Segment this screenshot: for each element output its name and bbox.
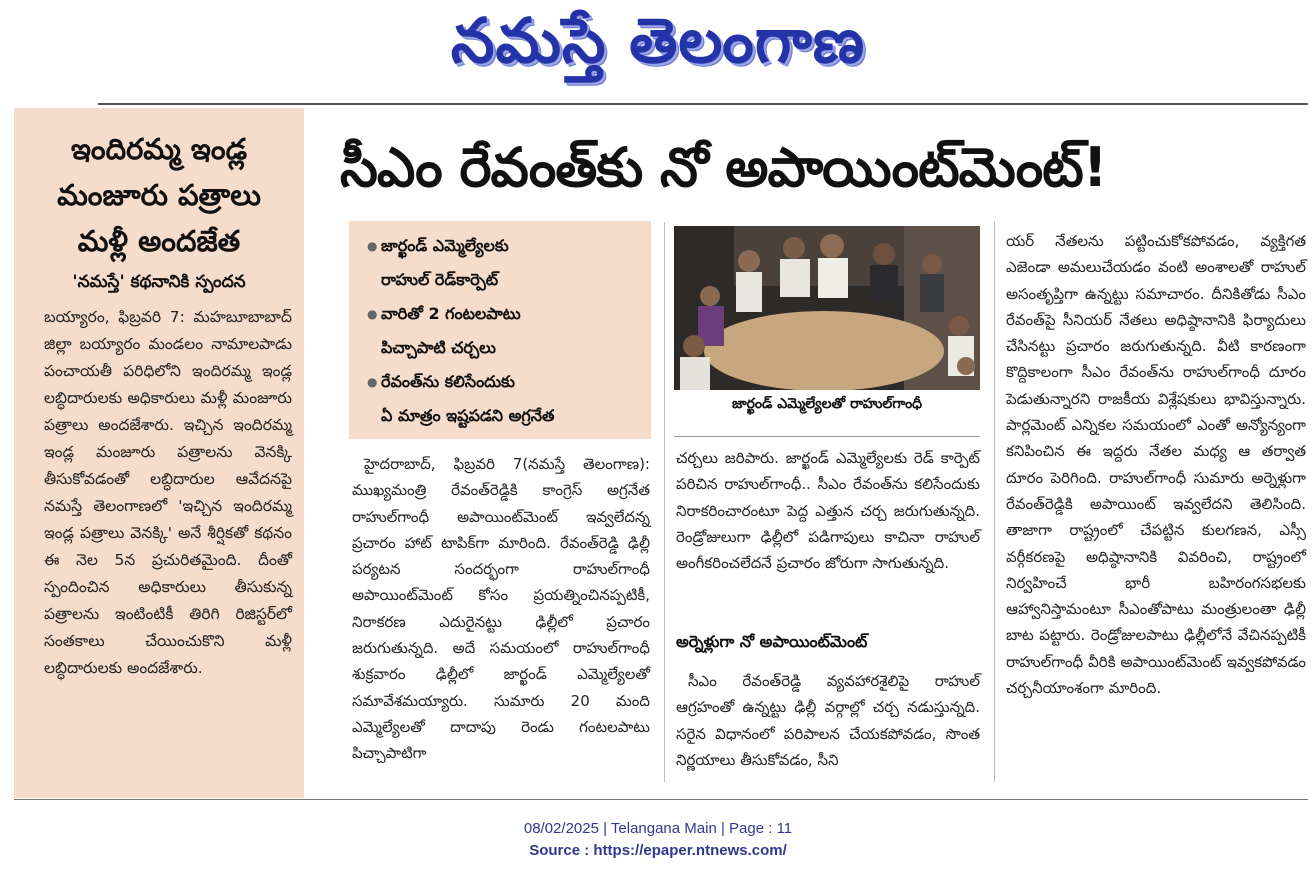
headline: సీఎం రేవంత్‌కు నో అపాయింట్‌మెంట్! bbox=[340, 136, 1107, 199]
article-column-3: యర్ నేతలను పట్టించుకోకపోవడం, వ్యక్తిగత ఎజెండా అమలుచేయడం వంటి అంశాలతో రాహుల్ అసంతృప్తిగా ఉన్నట్టు సమాచారం. దీనికితోడు సీఎం రేవంత్‌పై సీనియర్ నేతలు అధిష్ఠానానికి ఫిర్యాదులు చేసినట్టు ప్రచారం జరుగుతున్నది. వీటి కారణంగా కొద్దికాలంగా సీఎం రేవంత్‌ను రాహుల్‌గాంధీ దూరం పెడుతున్నారని రాజకీయ విశ్లేషకులు భావిస్తున్నారు. పార్లమెంట్ ఎన్నికల సమయంలో ఎంతో అన్యోన్యంగా కనిపించిన ఈ ఇద్దరు నేతల మధ్య ఆ తర్వాత దూరం పెరిగింది. రాహుల్‌గాంధీ సుమారు అర్నెళ్లుగా రేవంత్‌రెడ్డికి అపాయింట్ ఇవ్వలేదని తెలిసింది. తాజాగా రాష్ట్రంలో చేపట్టిన కులగణన, ఎస్సీ వర్గీకరణపై అధిష్ఠానానికి వివరించి, రాష్ట్రంలో నిర్వహించే భారీ బహిరంగసభలకు ఆహ్వానిస్తామంటూ సీఎంతోపాటు మంత్రులంతా ఢిల్లీ బాట పట్టారు. రెండ్రోజులపాటు ఢిల్లీలోనే వేచినప్పటికీ రాహుల్‌గాంధీ వీరికి అపాయింట్‌మెంట్ ఇవ్వకపోవడం చర్చనీయాంశంగా మారింది. bbox=[1006, 232, 1306, 698]
highlight-line: జార్ఖండ్ ఎమ్మెల్యేలకు bbox=[381, 236, 509, 255]
sidebar-title bbox=[14, 126, 304, 264]
column-divider bbox=[664, 222, 665, 782]
article-column-2-continued: సీఎం రేవంత్‌రెడ్డి వ్యవహారశైలిపై రాహుల్ ఆగ్రహంతో ఉన్నట్టు ఢిల్లీ వర్గాల్లో చర్చ నడుస్తున్నది. సరైన విధానంలో పరిపాలన చేయకపోవడం, సొంత నిర్ణయాలు తీసుకోవడం, సీని bbox=[676, 672, 980, 769]
article-column-2: చర్చలు జరిపారు. జార్ఖండ్ ఎమ్మెల్యేలకు రెడ్ కార్పెట్ పరిచిన రాహుల్‌గాంధీ.. సీఎం రేవంత్‌ను కలిసేందుకు నిరాకరించారంటూ పెద్ద ఎత్తున చర్చ జరుగుతున్నది. రెండ్రోజులుగా ఢిల్లీలో పడిగాపులు కాచినా రాహుల్ అంగీకరించలేదనే ప్రచారం జోరుగా సాగుతున్నది. bbox=[676, 449, 980, 573]
photo-caption: జార్ఖండ్ ఎమ్మెల్యేలతో రాహుల్‌గాంధీ bbox=[731, 396, 923, 412]
article-subheading: అర్నెళ్లుగా నో అపాయింట్‌మెంట్ bbox=[676, 632, 868, 651]
bullet-icon: ● bbox=[367, 307, 378, 321]
highlights-box bbox=[349, 221, 651, 439]
footer-source-line: Source : https://epaper.ntnews.com/ bbox=[529, 842, 787, 859]
sidebar-title-line: మంజూరు పత్రాలు bbox=[57, 178, 261, 212]
article-column-1: హైదరాబాద్, ఫిబ్రవరి 7(నమస్తే తెలంగాణ): ముఖ్యమంత్రి రేవంత్‌రెడ్డికి కాంగ్రెస్ అగ్రనేత రాహుల్‌గాంధీ అపాయింట్‌మెంట్ ఇవ్వలేదన్న ప్రచారం హాట్ టాపిక్‌గా మారింది. రేవంత్‌రెడ్డి ఢిల్లీ పర్యటన సందర్భంగా రాహుల్‌గాంధీ అపాయింట్‌మెంట్ కోసం ప్రయత్నించినప్పటికీ, నిరాకరణ ఎదురైనట్టు ఢిల్లీలో ప్రచారం జరుగుతున్నది. అదే సమయంలో రాహుల్‌గాంధీ శుక్రవారం ఢిల్లీలో జార్ఖండ్ ఎమ్మెల్యేలతో సమావేశమయ్యారు. సుమారు 20 మంది ఎమ్మెల్యేలతో దాదాపు రెండు గంటలపాటు పిచ్చాపాటిగా bbox=[352, 455, 650, 763]
sidebar-title-line: ఇందిరమ్మ ఇండ్ల bbox=[70, 132, 248, 166]
highlight-line: రాహుల్ రెడ్‌కార్పెట్ bbox=[381, 270, 499, 289]
sidebar-subtitle: 'నమస్తే' కథనానికి స్పందన bbox=[72, 272, 246, 292]
sidebar-story bbox=[14, 108, 304, 798]
highlight-item bbox=[367, 297, 641, 365]
newspaper-logo: నమస్తే తెలంగాణ bbox=[450, 4, 866, 77]
page-footer bbox=[0, 818, 1316, 862]
highlight-item bbox=[367, 365, 641, 433]
bullet-icon: ● bbox=[367, 375, 378, 389]
footer-date-line: 08/02/2025 | Telangana Main | Page : 11 bbox=[523, 820, 793, 837]
top-divider bbox=[98, 103, 1308, 105]
highlight-line: రేవంత్‌ను కలిసేందుకు bbox=[381, 372, 515, 391]
highlight-line: పిచ్చాపాటి చర్చలు bbox=[381, 338, 496, 357]
sidebar-body: బయ్యారం, ఫిబ్రవరి 7: మహబూబాబాద్ జిల్లా బయ్యారం మండలం నామాలపాడు పంచాయతీ పరిధిలోని ఇందిరమ్మ ఇండ్ల లబ్ధిదారులకు అధికారులు మళ్లీ మంజూరు పత్రాలు అందజేశారు. ఇచ్చిన ఇందిరమ్మ ఇండ్ల మంజూరు పత్రాలను వెనక్కి తీసుకోవడంతో లబ్ధిదారుల ఆవేదనపై నమస్తే తెలంగాణలో 'ఇచ్చిన ఇందిరమ్మ ఇండ్ల పత్రాలు వెనక్కి' అనే శీర్షికతో కథనం ఈ నెల 5న ప్రచురితమైంది. దీంతో స్పందించిన అధికారులు తీసుకున్న పత్రాలను ఇంటింటికీ తిరిగి రిజిస్టర్‌లో సంతకాలు చేయించుకొని మళ్లీ లబ్ధిదారులకు అందజేశారు. bbox=[44, 308, 292, 677]
news-photo bbox=[674, 226, 980, 390]
highlight-line: వారితో 2 గంటలపాటు bbox=[381, 304, 521, 323]
column-divider bbox=[994, 222, 995, 782]
caption-divider bbox=[674, 436, 980, 437]
sidebar-title-line: మళ్లీ అందజేత bbox=[77, 224, 241, 258]
bottom-divider bbox=[14, 799, 1308, 800]
bullet-icon: ● bbox=[367, 239, 378, 253]
masthead bbox=[0, 0, 1316, 96]
highlight-line: ఏ మాత్రం ఇష్టపడని అగ్రనేత bbox=[381, 406, 555, 425]
highlight-item bbox=[367, 229, 641, 297]
